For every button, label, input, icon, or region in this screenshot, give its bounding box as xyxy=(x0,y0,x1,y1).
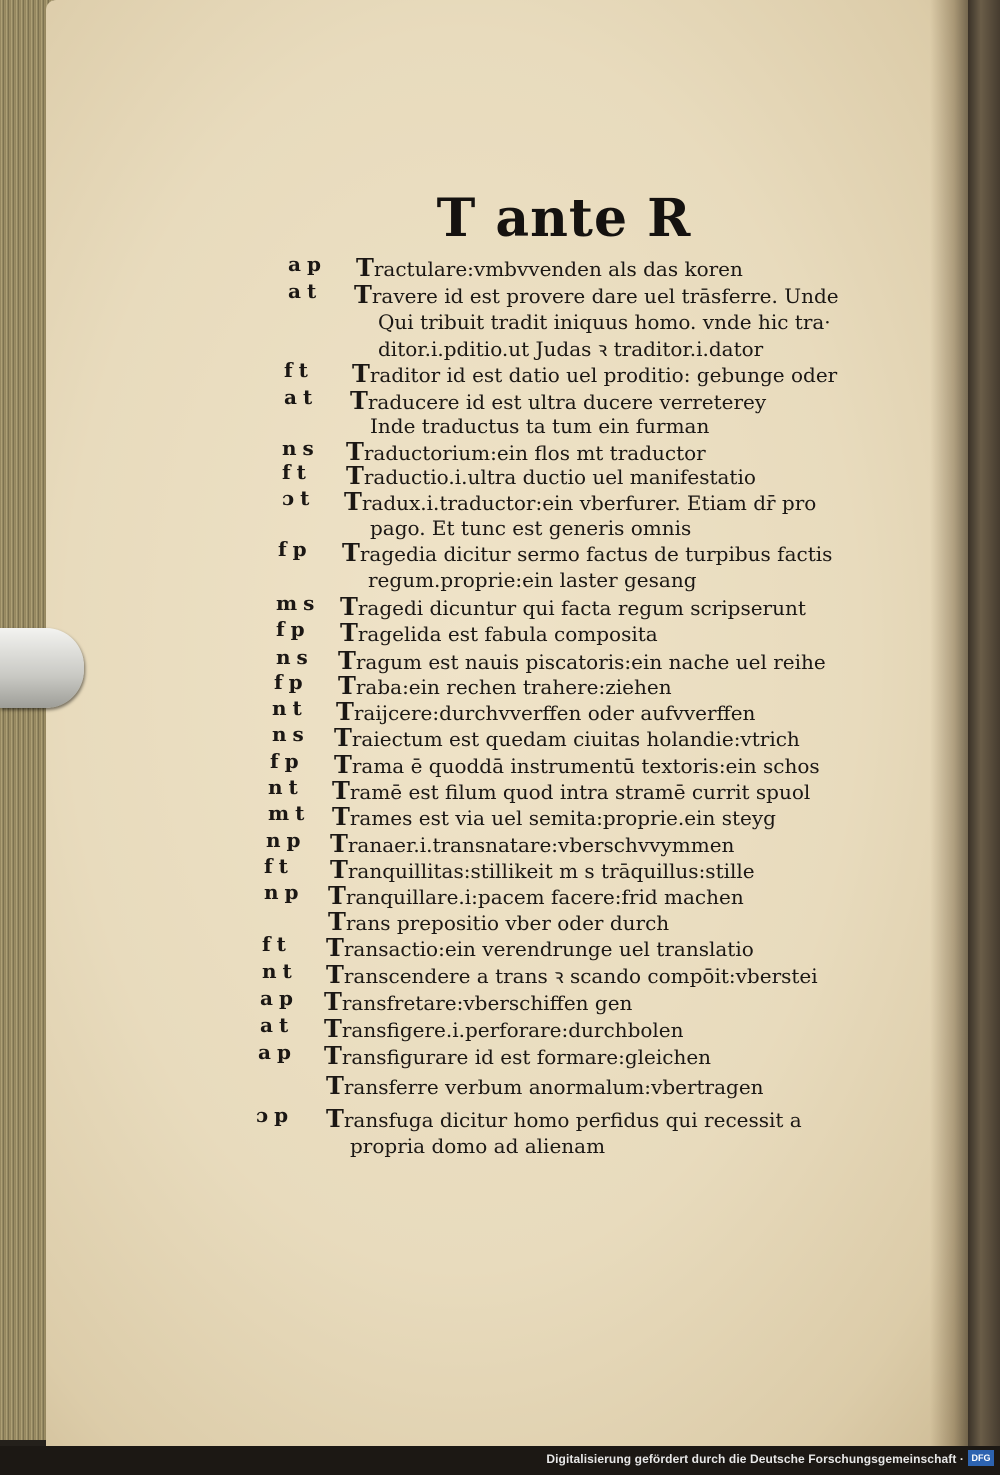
text-line: Trama ē quoddā instrumentū textoris:ein schos xyxy=(334,750,820,779)
margin-mark: ft xyxy=(282,460,312,484)
margin-mark: at xyxy=(288,279,323,303)
text-line: Tragelida est fabula composita xyxy=(340,618,658,647)
text-line: Transfigere.i.perforare:durchbolen xyxy=(324,1014,684,1043)
text-line: Tragedi dicuntur qui facta regum scripserunt xyxy=(340,592,806,621)
text-line: Traijcere:durchvverffen oder aufvverffen xyxy=(336,697,756,726)
text-line: propria domo ad alienam xyxy=(350,1134,606,1158)
margin-mark: ns xyxy=(282,436,320,460)
page-clip-holder xyxy=(0,628,84,708)
text-line: Travere id est provere dare uel trāsferre. Unde xyxy=(354,280,839,309)
margin-mark: at xyxy=(284,385,319,409)
margin-mark: fp xyxy=(270,749,305,773)
text-line: Transactio:ein verendrunge uel translatio xyxy=(326,933,754,962)
text-line: Traba:ein rechen trahere:ziehen xyxy=(338,671,672,700)
text-line: Tranquillitas:stillikeit m s trāquillus:stille xyxy=(330,855,755,884)
margin-mark: fp xyxy=(278,537,313,561)
margin-mark: nt xyxy=(272,696,308,720)
text-line: Transfretare:vberschiffen gen xyxy=(324,987,633,1016)
text-line: Qui tribuit tradit iniquus homo. vnde hic tra· xyxy=(378,310,831,334)
margin-mark: ɔt xyxy=(282,486,316,510)
text-line: ditor.i.pditio.ut Judas ꝛ traditor.i.dator xyxy=(378,337,764,361)
text-line: Transferre verbum anormalum:vbertragen xyxy=(326,1071,764,1100)
text-line: regum.proprie:ein laster gesang xyxy=(368,568,697,592)
dfg-logo: DFG xyxy=(968,1450,994,1466)
text-line: Trans prepositio vber oder durch xyxy=(328,907,670,936)
text-line: Inde traductus ta tum ein furman xyxy=(370,414,710,438)
text-line: Transcendere a trans ꝛ scando compōit:vberstei xyxy=(326,960,818,989)
text-line: Traiectum est quedam ciuitas holandie:vtrich xyxy=(334,723,800,752)
margin-mark: ft xyxy=(264,854,294,878)
text-line: Trames est via uel semita:proprie.ein steyg xyxy=(332,802,776,831)
margin-mark: at xyxy=(260,1013,295,1037)
text-line: pago. Et tunc est generis omnis xyxy=(370,516,692,540)
text-line: Traductio.i.ultra ductio uel manifestatio xyxy=(346,461,756,490)
margin-mark: np xyxy=(266,828,307,852)
margin-mark: nt xyxy=(268,775,304,799)
text-line: Tradux.i.traductor:ein vberfurer. Etiam dr̄ pro xyxy=(344,487,817,516)
margin-mark: ap xyxy=(258,1040,297,1064)
margin-mark: np xyxy=(264,880,305,904)
text-line: Traditor id est datio uel proditio: gebunge oder xyxy=(352,359,838,388)
margin-mark: nt xyxy=(262,959,298,983)
margin-mark: ms xyxy=(276,591,321,615)
margin-mark: fp xyxy=(276,617,311,641)
margin-mark: fp xyxy=(274,670,309,694)
margin-mark: ns xyxy=(276,645,314,669)
margin-mark: ap xyxy=(260,986,299,1010)
text-line: Tranaer.i.transnatare:vberschvvymmen xyxy=(330,829,735,858)
text-line: Tragedia dicitur sermo factus de turpibus factis xyxy=(342,538,833,567)
text-line: Tragum est nauis piscatoris:ein nache uel reihe xyxy=(338,646,826,675)
page-heading: T ante R xyxy=(436,188,692,249)
funding-credit: Digitalisierung gefördert durch die Deutsche Forschungsgemeinschaft · xyxy=(546,1452,964,1466)
margin-mark: ft xyxy=(284,358,314,382)
text-line: Transfigurare id est formare:gleichen xyxy=(324,1041,712,1070)
margin-mark: ɔp xyxy=(256,1103,295,1127)
margin-mark: ns xyxy=(272,722,310,746)
margin-mark: ap xyxy=(288,252,327,276)
text-line: Tractulare:vmbvvenden als das koren xyxy=(356,253,743,282)
text-line: Traducere id est ultra ducere verreterey xyxy=(350,386,767,415)
text-line: Transfuga dicitur homo perfidus qui recessit a xyxy=(326,1104,802,1133)
text-line: Tranquillare.i:pacem facere:frid machen xyxy=(328,881,744,910)
margin-mark: ft xyxy=(262,932,292,956)
text-line: Tramē est filum quod intra stramē currit spuol xyxy=(332,776,811,805)
margin-mark: mt xyxy=(268,801,311,825)
text-line: Traductorium:ein flos mt traductor xyxy=(346,437,706,466)
